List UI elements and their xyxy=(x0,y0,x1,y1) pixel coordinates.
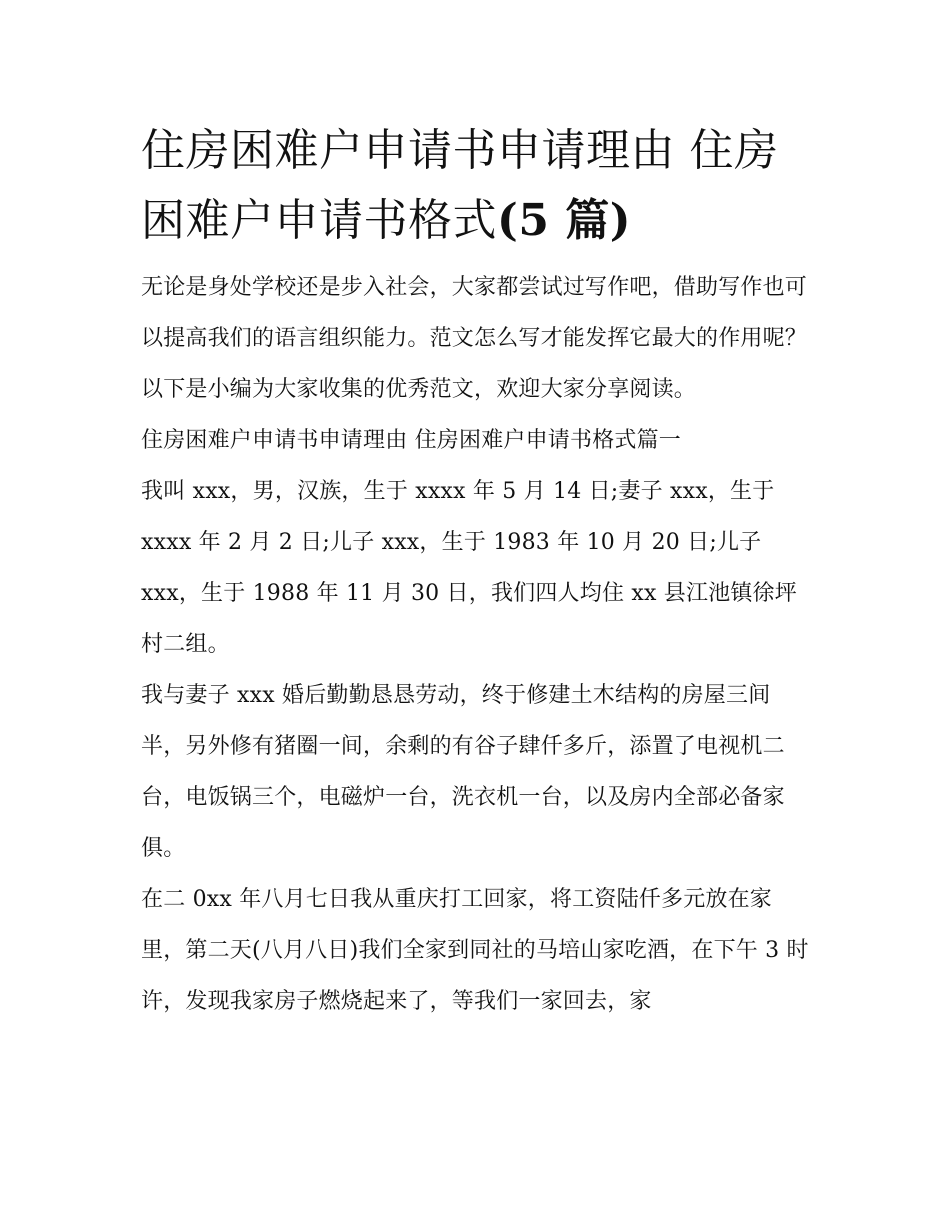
document-title xyxy=(141,116,813,256)
body-paragraph-2: 我与妻子 xxx 婚后勤勤恳恳劳动，终于修建土木结构的房屋三间半，另外修有猪圈一间，余剩的有谷子肆仟多斤，添置了电视机二台，电饭锅三个，电磁炉一台，洗衣机一台，以及房内全部必备家俱。 xyxy=(141,683,785,861)
title-main: 住房困难户申请书申请理由 住房困难户申请书格式 xyxy=(141,125,779,246)
body-paragraph-3: 在二 0xx 年八月七日我从重庆打工回家，将工资陆仟多元放在家里，第二天(八月八日)我们全家到同社的马培山家吃酒，在下午 3 时许，发现我家房子燃烧起来了，等我们一家回去，家 xyxy=(141,887,809,1014)
body-paragraph-1: 我叫 xxx，男，汉族，生于 xxxx 年 5 月 14 日;妻子 xxx，生于 xxxx 年 2 月 2 日;儿子 xxx，生于 1983 年 10 月 20 日;儿子 xxx，生于 1988 年 11 月 30 日，我们四人均住 xx 县江池镇徐坪村二组。 xyxy=(141,479,797,657)
title-suffix: (5 篇) xyxy=(497,195,632,246)
intro-paragraph: 无论是身处学校还是步入社会，大家都尝试过写作吧，借助写作也可以提高我们的语言组织能力。范文怎么写才能发挥它最大的作用呢？以下是小编为大家收集的优秀范文，欢迎大家分享阅读。 xyxy=(141,275,808,402)
document-body xyxy=(141,116,813,1027)
section-heading: 住房困难户申请书申请理由 住房困难户申请书格式篇一 xyxy=(141,428,681,453)
